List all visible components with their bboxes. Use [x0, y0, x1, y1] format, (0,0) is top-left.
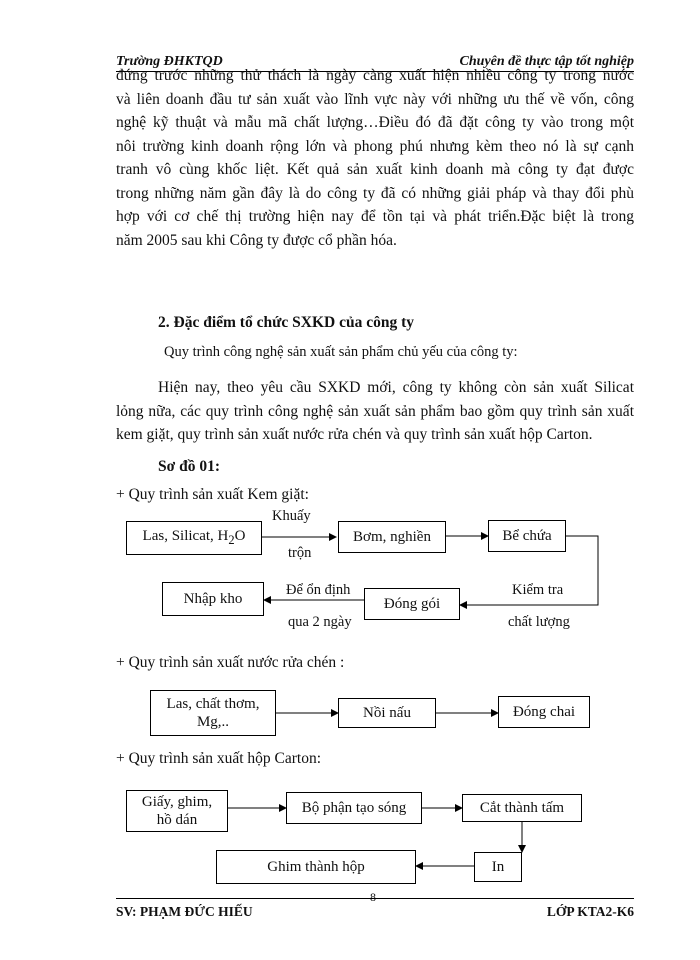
- flow-box-pack: [364, 588, 460, 620]
- flow-box-label: Bộ phận tạo sóng: [301, 800, 407, 816]
- flow-box-label: Nồi nấu: [363, 705, 411, 721]
- flow-box-grind: [338, 521, 446, 553]
- process1-title: + Quy trình sản xuất Kem giặt:: [116, 486, 309, 503]
- subheading: Quy trình công nghệ sản xuất sản phẩm chủ yếu của công ty:: [164, 344, 518, 360]
- flow-box-label: Ghim thành hộp: [267, 859, 365, 875]
- flow-box-input: [126, 521, 262, 555]
- flow-box-cut: [462, 794, 582, 822]
- flow-label-stable-top: Để ổn định: [286, 582, 351, 598]
- paragraph-line: hợp với cơ chế thị trường hiện nay để tồn tại và phát triển.Đặc biệt là trong: [116, 208, 634, 225]
- flow-box-bottle: [498, 696, 590, 728]
- flow-box-label: hồ dán: [156, 812, 198, 828]
- paragraph-line: Hiện nay, theo yêu cầu SXKD mới, công ty không còn sản xuất Silicat: [158, 379, 634, 396]
- flow-box-input: [126, 790, 228, 832]
- flow-box-staple: [216, 850, 416, 884]
- paragraph-line: trong những năm gần đây là do công ty đã có những giải pháp và thay đổi phù: [116, 184, 634, 202]
- paragraph-line: tranh vô cùng khốc liệt. Kết quả sản xuất kinh doanh mà công ty đạt được: [116, 161, 634, 178]
- flow-box-wave: [286, 792, 422, 824]
- flow-box-tank: [488, 520, 566, 552]
- paragraph-line: và liên doanh đầu tư sản xuất vào lĩnh vực này với những ưu thế về vốn, công: [116, 90, 634, 108]
- flow-box-label: Mg,..: [196, 714, 230, 730]
- flow-box-label: Nhập kho: [183, 591, 243, 607]
- page-number: 8: [370, 890, 376, 904]
- flow-label-check-bottom: chất lượng: [508, 614, 570, 630]
- paragraph-line: năm 2005 sau khi Công ty được cổ phần hóa.: [116, 231, 397, 249]
- flow-label-stable-bottom: qua 2 ngày: [288, 614, 352, 630]
- header-school: Trường ĐHKTQD: [116, 54, 223, 69]
- paragraph-line: lỏng nữa, các quy trình công nghệ sản xuất sản phẩm bao gồm quy trình sản xuất: [116, 402, 634, 420]
- flow-label-mix-top: Khuấy: [272, 508, 311, 524]
- flow-box-store: [162, 582, 264, 616]
- flow-box-label: Las, Silicat, $H_2O$: [142, 528, 246, 547]
- footer-divider: [116, 898, 634, 899]
- process3-title: + Quy trình sản xuất hộp Carton:: [116, 750, 322, 767]
- flow-box-label: Đóng chai: [512, 704, 576, 720]
- section-heading: 2. Đặc điểm tổ chức SXKD của công ty: [158, 314, 414, 331]
- flow-box-label: Las, chất thơm,: [166, 696, 260, 712]
- process2-title: + Quy trình sản xuất nước rửa chén :: [116, 654, 345, 671]
- flow-label-mix-bottom: trộn: [288, 545, 312, 561]
- flow-box-label: Cắt thành tấm: [479, 800, 565, 816]
- flow-box-label: In: [491, 859, 505, 875]
- flow-box-label: Đóng gói: [383, 596, 441, 612]
- footer-class: LỚP KTA2-K6: [546, 904, 634, 919]
- diagram-title: Sơ đồ 01:: [158, 458, 220, 475]
- flow-box-label: Bể chứa: [502, 528, 552, 544]
- flow-box-input: [150, 690, 276, 736]
- flow-box-print: [474, 852, 522, 882]
- footer-student: SV: PHẠM ĐỨC HIẾU: [116, 904, 253, 919]
- paragraph-line: nghệ kỹ thuật và mẫu mã chất lượng…Điều đó đã đặt công ty vào trong một: [116, 114, 634, 131]
- flow-box-cook: [338, 698, 436, 728]
- header-title: Chuyên đề thực tập tốt nghiệp: [459, 54, 634, 69]
- paragraph-line: nôi trường kinh doanh rộng lớn và phong phú nhưng kèm theo nó là sự cạnh: [116, 137, 634, 155]
- paragraph-line: đứng trước những thử thách là ngày càng xuất hiện nhiều công ty trong nước: [116, 67, 634, 84]
- flow-box-label: Bơm, nghiền: [353, 529, 431, 545]
- paragraph-line: kem giặt, quy trình sản xuất nước rửa chén và quy trình sản xuất hộp Carton.: [116, 426, 593, 443]
- flow-box-label: Giấy, ghim,: [141, 794, 213, 810]
- flow-label-check-top: Kiểm tra: [512, 582, 564, 598]
